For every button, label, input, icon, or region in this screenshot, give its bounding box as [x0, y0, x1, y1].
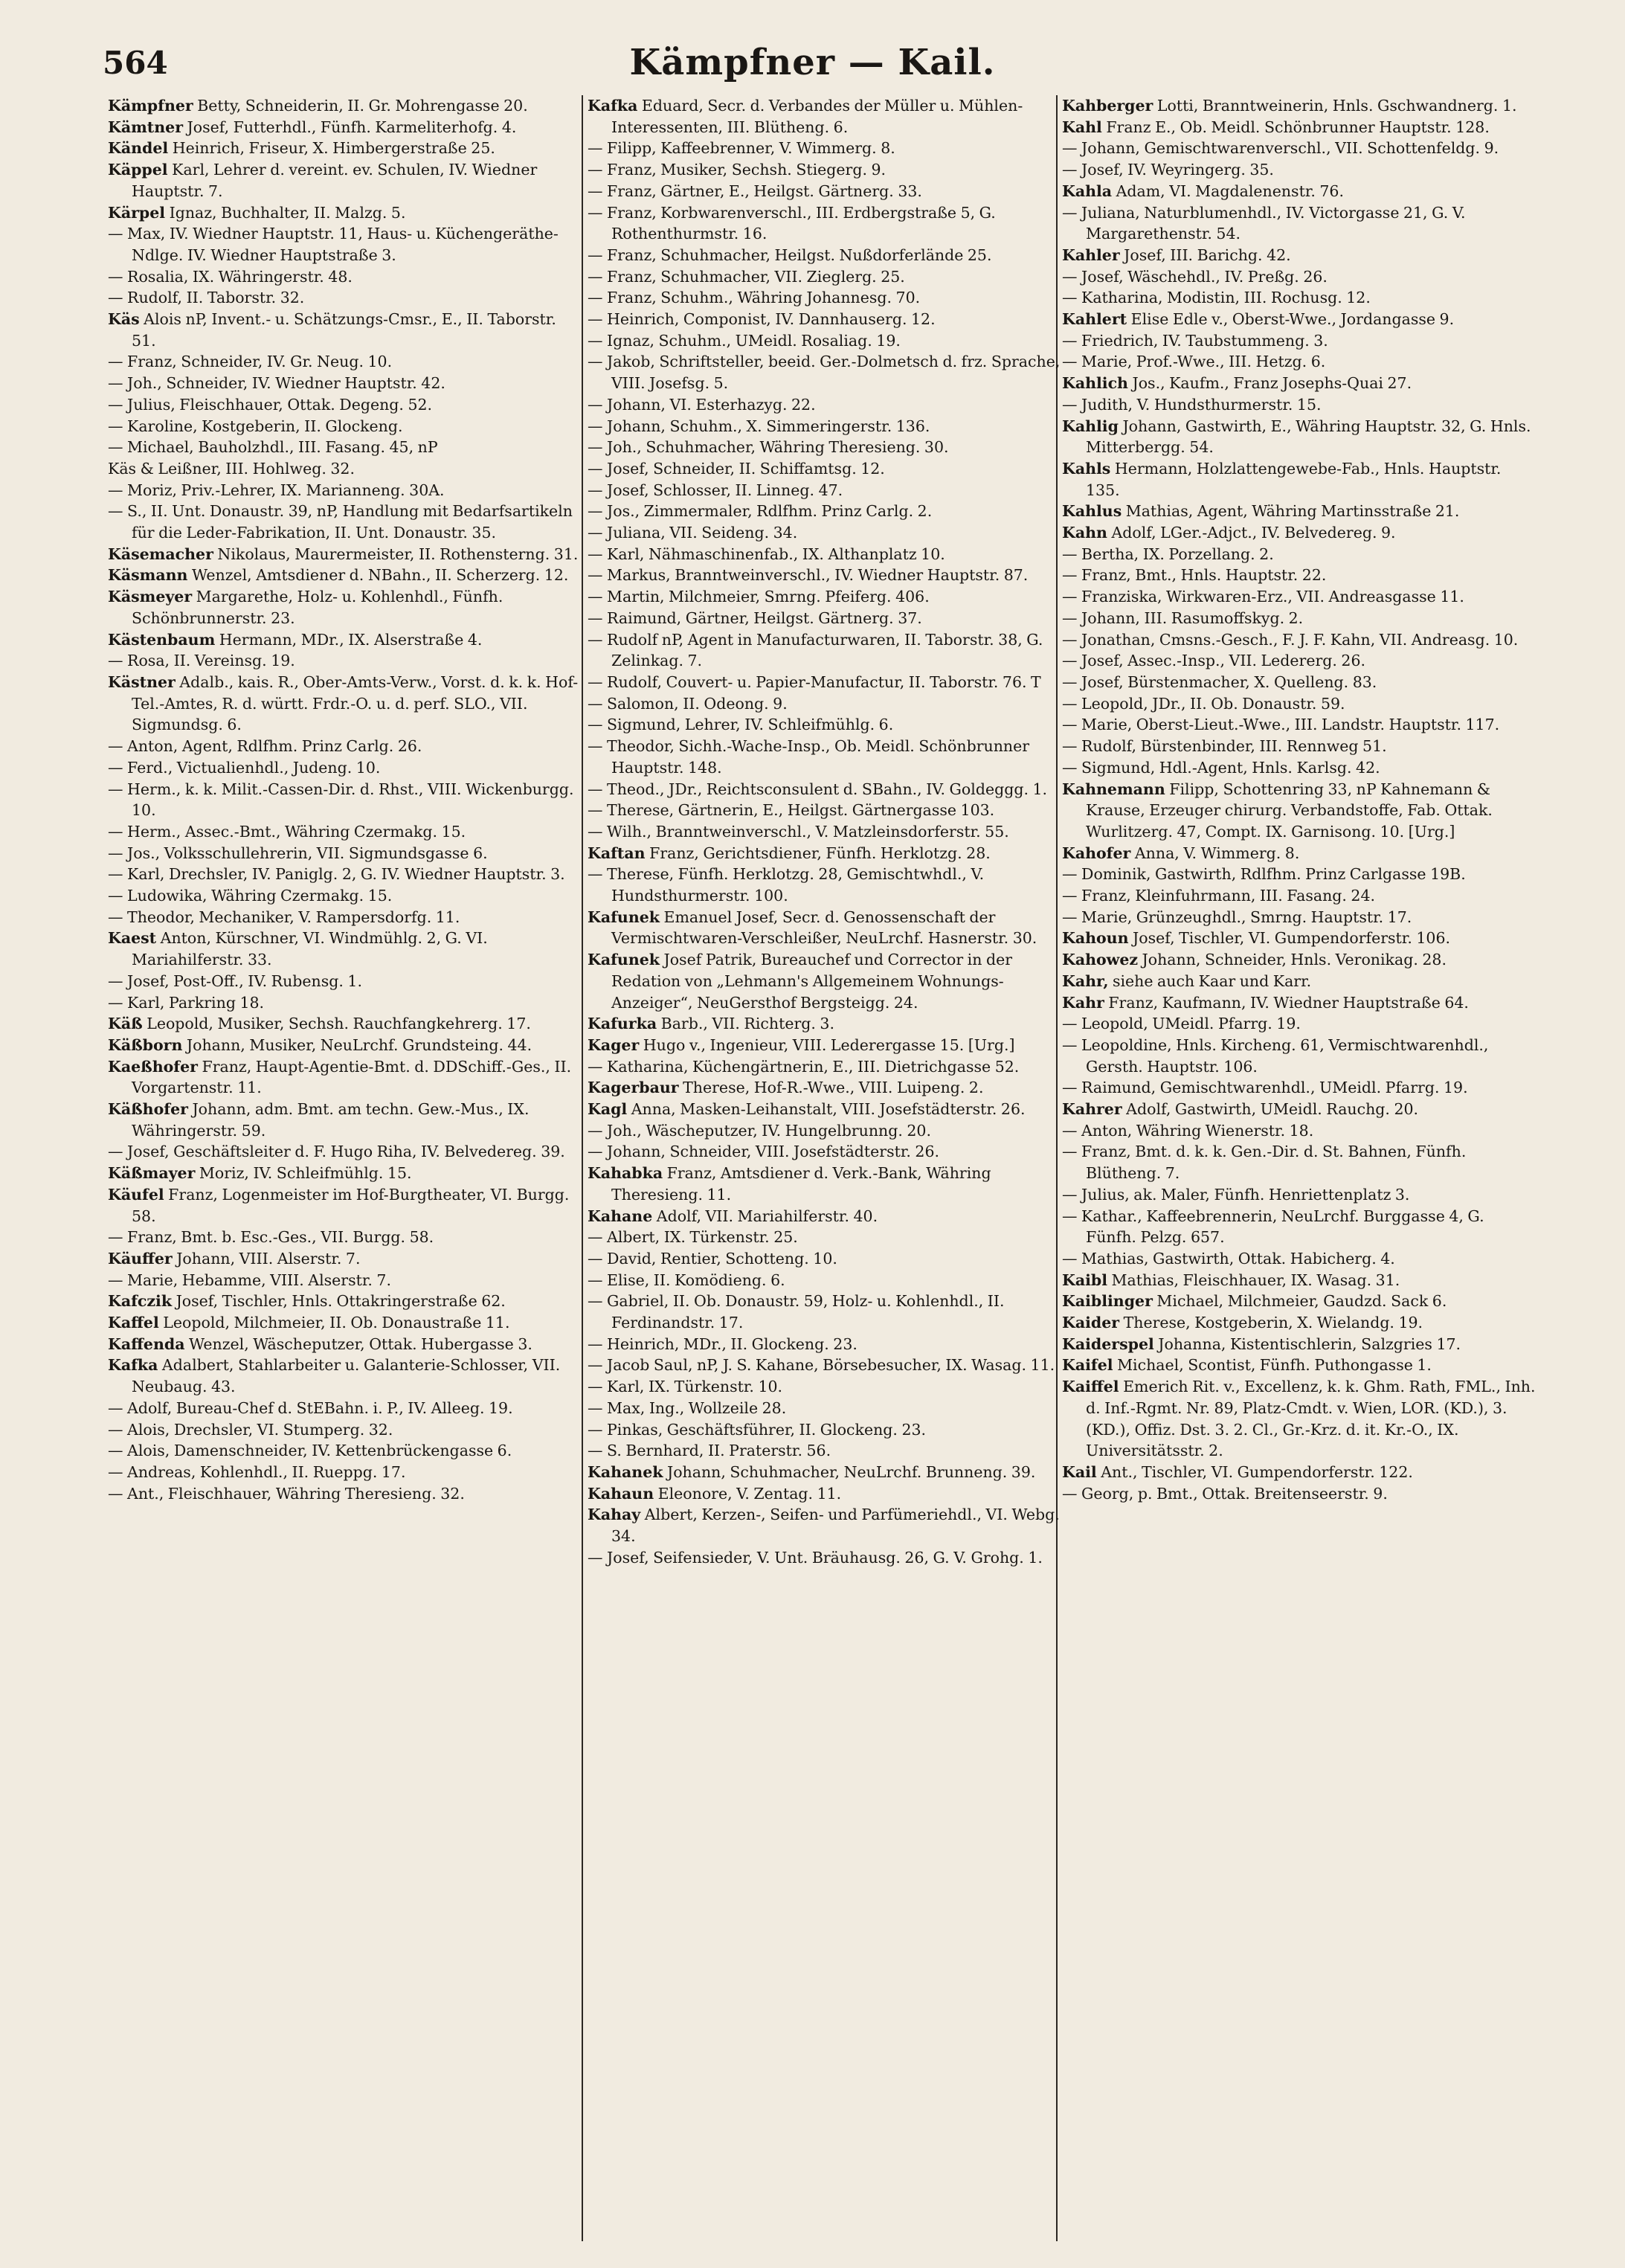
directory-entry: — Franz, Bmt., Hnls. Hauptstr. 22.	[1062, 566, 1327, 585]
directory-entry: Kagerbaur Therese, Hof-R.-Wwe., VIII. Luipeng. 2.	[588, 1079, 984, 1097]
directory-entry: Kahlert Elise Edle v., Oberst-Wwe., Jordangasse 9.	[1062, 310, 1455, 329]
directory-entry: — Franz, Bmt. d. k. k. Gen.-Dir. d. St. Bahnen, Fünfh. Blütheng. 7.	[1062, 1143, 1467, 1183]
directory-entry: — Johann, Schuhm., X. Simmeringerstr. 136.	[588, 417, 930, 435]
directory-entry: — Max, IV. Wiedner Hauptstr. 11, Haus- u. Küchengeräthe-Ndlge. IV. Wiedner Hauptstraße 3.	[108, 225, 559, 264]
directory-entry: Kaiblinger Michael, Milchmeier, Gaudzd. Sack 6.	[1062, 1292, 1447, 1311]
directory-entry: — Franz, Schneider, IV. Gr. Neug. 10.	[108, 353, 393, 371]
directory-entry: — Rosalia, IX. Währingerstr. 48.	[108, 267, 353, 286]
directory-entry: — Johann, III. Rasumoffskyg. 2.	[1062, 608, 1304, 627]
directory-entry: Kaest Anton, Kürschner, VI. Windmühlg. 2, G. VI. Mariahilferstr. 33.	[108, 929, 488, 969]
directory-entry: — Leopold, JDr., II. Ob. Donaustr. 59.	[1062, 694, 1345, 713]
directory-entry: Kail Ant., Tischler, VI. Gumpendorferstr. 122.	[1062, 1463, 1413, 1481]
directory-entry: — Josef, Assec.-Insp., VII. Ledererg. 26.	[1062, 652, 1366, 670]
directory-entry: — Joh., Schuhmacher, Währing Theresieng. 30.	[588, 438, 949, 457]
directory-entry: — Jonathan, Cmsns.-Gesch., F. J. F. Kahn, VII. Andreasg. 10.	[1062, 630, 1519, 649]
directory-entry: — Michael, Bauholzhdl., III. Fasang. 45, nP	[108, 438, 438, 457]
directory-entry: — Moriz, Priv.-Lehrer, IX. Marianneng. 30A.	[108, 481, 445, 499]
directory-entry: Kahay Albert, Kerzen-, Seifen- und Parfümeriehdl., VI. Webg. 34.	[588, 1506, 1060, 1546]
directory-entry: — Josef, Post-Off., IV. Rubensg. 1.	[108, 971, 362, 990]
directory-entry: — Julius, Fleischhauer, Ottak. Degeng. 52.	[108, 395, 433, 414]
directory-entry: Kafczik Josef, Tischler, Hnls. Ottakringerstraße 62.	[108, 1292, 506, 1311]
directory-entry: Kafunek Emanuel Josef, Secr. d. Genossenschaft der Vermischtwaren-Verschleißer, NeuLrchf. Hasnerstr. 30.	[588, 907, 1037, 948]
directory-entry: Kästenbaum Hermann, MDr., IX. Alserstraße 4.	[108, 630, 483, 649]
directory-entry: — Rudolf nP, Agent in Manufacturwaren, II. Taborstr. 38, G. Zelinkag. 7.	[588, 630, 1043, 670]
directory-entry: — Karl, Parkring 18.	[108, 993, 265, 1012]
directory-entry: — Marie, Hebamme, VIII. Alserstr. 7.	[108, 1270, 391, 1289]
directory-entry: — Josef, Schneider, II. Schiffamtsg. 12.	[588, 459, 885, 478]
directory-entry: Kärpel Ignaz, Buchhalter, II. Malzg. 5.	[108, 203, 406, 222]
directory-entry: Kafka Eduard, Secr. d. Verbandes der Müller u. Mühlen-Interessenten, III. Blütheng. 6.	[588, 97, 1023, 136]
directory-entry: Käsmann Wenzel, Amtsdiener d. NBahn., II. Scherzerg. 12.	[108, 566, 569, 585]
directory-entry: — Sigmund, Lehrer, IV. Schleifmühlg. 6.	[588, 716, 894, 734]
directory-entry: Kahlich Jos., Kaufm., Franz Josephs-Quai 27.	[1062, 374, 1412, 393]
directory-entry: — Franz, Gärtner, E., Heilgst. Gärtnerg. 33.	[588, 181, 922, 200]
directory-entry: Kaider Therese, Kostgeberin, X. Wielandg. 19.	[1062, 1314, 1423, 1332]
directory-entry: Kahr, siehe auch Kaar und Karr.	[1062, 971, 1312, 990]
directory-entry: — Franz, Schuhmacher, Heilgst. Nußdorferlände 25.	[588, 245, 992, 264]
directory-entry: Kaeßhofer Franz, Haupt-Agentie-Bmt. d. DDSchiff.-Ges., II. Vorgartenstr. 11.	[108, 1057, 572, 1097]
directory-entry: — Rosa, II. Vereinsg. 19.	[108, 652, 295, 670]
directory-entry: — Jacob Saul, nP, J. S. Kahane, Börsebesucher, IX. Wasag. 11.	[588, 1356, 1055, 1375]
directory-entry: — S., II. Unt. Donaustr. 39, nP, Handlung mit Bedarfsartikeln für die Leder-Fabrikation, II. Unt. Donaustr. 35.	[108, 502, 573, 542]
directory-entry: — Therese, Gärtnerin, E., Heilgst. Gärtnergasse 103.	[588, 801, 995, 820]
directory-entry: — Ferd., Victualienhdl., Judeng. 10.	[108, 758, 381, 777]
directory-entry: — Martin, Milchmeier, Smrng. Pfeiferg. 406.	[588, 588, 930, 606]
directory-entry: Kahlus Mathias, Agent, Währing Martinsstraße 21.	[1062, 502, 1460, 521]
directory-entry: — Julius, ak. Maler, Fünfh. Henriettenplatz 3.	[1062, 1185, 1410, 1204]
directory-entry: Kafurka Barb., VII. Richterg. 3.	[588, 1015, 834, 1033]
directory-entry: Kämtner Josef, Futterhdl., Fünfh. Karmeliterhofg. 4.	[108, 118, 517, 136]
directory-entry: — Josef, IV. Weyringerg. 35.	[1062, 161, 1274, 179]
directory-entry: Kahanek Johann, Schuhmacher, NeuLrchf. Brunneng. 39.	[588, 1463, 1036, 1481]
directory-entry: — Josef, Wäschehdl., IV. Preßg. 26.	[1062, 267, 1328, 286]
directory-entry: Käufel Franz, Logenmeister im Hof-Burgtheater, VI. Burgg. 58.	[108, 1185, 570, 1225]
directory-entry: — Karl, Nähmaschinenfab., IX. Althanplatz 10.	[588, 544, 945, 563]
directory-entry: — Joh., Schneider, IV. Wiedner Hauptstr. 42.	[108, 374, 445, 393]
directory-entry: — Katharina, Modistin, III. Rochusg. 12.	[1062, 289, 1371, 307]
directory-entry: — Karoline, Kostgeberin, II. Glockeng.	[108, 417, 403, 435]
page-number: 564	[103, 45, 168, 81]
directory-entry: — Theod., JDr., Reichtsconsulent d. SBahn., IV. Goldeggg. 1.	[588, 780, 1048, 798]
directory-entry: — S. Bernhard, II. Praterstr. 56.	[588, 1442, 831, 1460]
directory-entry: — Judith, V. Hundsthurmerstr. 15.	[1062, 395, 1322, 414]
directory-entry: Kagl Anna, Masken-Leihanstalt, VIII. Josefstädterstr. 26.	[588, 1100, 1026, 1119]
directory-entry: Kaffel Leopold, Milchmeier, II. Ob. Donaustraße 11.	[108, 1314, 510, 1332]
directory-entry: — Marie, Prof.-Wwe., III. Hetzg. 6.	[1062, 353, 1326, 371]
directory-entry: Käsmeyer Margarethe, Holz- u. Kohlenhdl., Fünfh. Schönbrunnerstr. 23.	[108, 588, 503, 627]
directory-entry: — Andreas, Kohlenhdl., II. Rueppg. 17.	[108, 1463, 406, 1481]
directory-entry: Kahr Franz, Kaufmann, IV. Wiedner Hauptstraße 64.	[1062, 993, 1469, 1012]
directory-entry: Kaftan Franz, Gerichtsdiener, Fünfh. Herklotzg. 28.	[588, 844, 991, 862]
directory-entry: — Karl, IX. Türkenstr. 10.	[588, 1378, 783, 1396]
directory-entry: — Ant., Fleischhauer, Währing Theresieng. 32.	[108, 1484, 465, 1503]
directory-entry: Kahrer Adolf, Gastwirth, UMeidl. Rauchg. 20.	[1062, 1100, 1419, 1119]
directory-entry: — Josef, Bürstenmacher, X. Quelleng. 83.	[1062, 672, 1377, 691]
directory-entry: Kahoun Josef, Tischler, VI. Gumpendorferstr. 106.	[1062, 929, 1450, 948]
directory-entry: Kafka Adalbert, Stahlarbeiter u. Galanterie-Schlosser, VII. Neubaug. 43.	[108, 1356, 561, 1396]
directory-entry: Käs & Leißner, III. Hohlweg. 32.	[108, 459, 355, 478]
directory-entry: Kaifel Michael, Scontist, Fünfh. Puthongasse 1.	[1062, 1356, 1432, 1375]
directory-entry: — Juliana, VII. Seideng. 34.	[588, 524, 798, 542]
directory-entry: — Anton, Währing Wienerstr. 18.	[1062, 1121, 1314, 1140]
directory-entry: Kahaun Eleonore, V. Zentag. 11.	[588, 1484, 842, 1503]
directory-entry: Käßmayer Moriz, IV. Schleifmühlg. 15.	[108, 1164, 412, 1183]
directory-entry: — Rudolf, Couvert- u. Papier-Manufactur, II. Taborstr. 76. T	[588, 672, 1041, 691]
directory-entry: — Marie, Grünzeughdl., Smrng. Hauptstr. 17.	[1062, 907, 1412, 926]
directory-entry: — Leopold, UMeidl. Pfarrg. 19.	[1062, 1015, 1301, 1033]
directory-entry: Kämpfner Betty, Schneiderin, II. Gr. Mohrengasse 20.	[108, 97, 528, 115]
directory-entry: Kaffenda Wenzel, Wäscheputzer, Ottak. Hubergasse 3.	[108, 1334, 532, 1353]
directory-entry: — Franz, Musiker, Sechsh. Stiegerg. 9.	[588, 161, 886, 179]
directory-entry: Kaibl Mathias, Fleischhauer, IX. Wasag. 31.	[1062, 1270, 1400, 1289]
directory-entry: — Adolf, Bureau-Chef d. StEBahn. i. P., IV. Alleeg. 19.	[108, 1398, 513, 1417]
directory-entry: — Herm., k. k. Milit.-Cassen-Dir. d. Rhst., VIII. Wickenburgg. 10.	[108, 780, 574, 820]
directory-entry: Käuffer Johann, VIII. Alserstr. 7.	[108, 1249, 361, 1268]
directory-entry: Kahabka Franz, Amtsdiener d. Verk.-Bank, Währing Theresieng. 11.	[588, 1164, 991, 1204]
directory-entry: — Juliana, Naturblumenhdl., IV. Victorgasse 21, G. V. Margarethenstr. 54.	[1062, 203, 1466, 243]
directory-entry: — Dominik, Gastwirth, Rdlfhm. Prinz Carlgasse 19B.	[1062, 865, 1466, 884]
directory-entry: — Ludowika, Währing Czermakg. 15.	[108, 887, 393, 905]
running-head: Kämpfner — Kail.	[629, 42, 996, 83]
directory-entry: — David, Rentier, Schotteng. 10.	[588, 1249, 837, 1268]
directory-entry: Käß Leopold, Musiker, Sechsh. Rauchfangkehrerg. 17.	[108, 1015, 531, 1033]
directory-entry: — Ignaz, Schuhm., UMeidl. Rosaliag. 19.	[588, 331, 901, 350]
directory-entry: — Pinkas, Geschäftsführer, II. Glockeng. 23.	[588, 1420, 927, 1439]
directory-entry: Kaiderspel Johanna, Kistentischlerin, Salzgries 17.	[1062, 1334, 1461, 1353]
column-left	[108, 95, 584, 1504]
directory-entry: — Franziska, Wirkwaren-Erz., VII. Andreasgasse 11.	[1062, 588, 1464, 606]
directory-entry: — Georg, p. Bmt., Ottak. Breitenseerstr. 9.	[1062, 1484, 1388, 1503]
directory-entry: Kahofer Anna, V. Wimmerg. 8.	[1062, 844, 1300, 862]
column-right	[1062, 95, 1538, 1504]
directory-entry: — Karl, Drechsler, IV. Paniglg. 2, G. IV. Wiedner Hauptstr. 3.	[108, 865, 565, 884]
directory-entry: — Jos., Volksschullehrerin, VII. Sigmundsgasse 6.	[108, 844, 488, 862]
directory-entry: — Josef, Geschäftsleiter d. F. Hugo Riha, IV. Belvedereg. 39.	[108, 1143, 565, 1161]
directory-entry: — Herm., Assec.-Bmt., Währing Czermakg. 15.	[108, 822, 466, 841]
directory-entry: — Theodor, Sichh.-Wache-Insp., Ob. Meidl. Schönbrunner Hauptstr. 148.	[588, 737, 1030, 777]
directory-entry: — Rudolf, II. Taborstr. 32.	[108, 289, 305, 307]
directory-entry: — Alois, Damenschneider, IV. Kettenbrückengasse 6.	[108, 1442, 512, 1460]
directory-entry: — Albert, IX. Türkenstr. 25.	[588, 1228, 798, 1247]
directory-entry: — Franz, Korbwarenverschl., III. Erdbergstraße 5, G. Rothenthurmstr. 16.	[588, 203, 996, 243]
directory-entry: — Anton, Agent, Rdlfhm. Prinz Carlg. 26.	[108, 737, 422, 756]
directory-entry: — Gabriel, II. Ob. Donaustr. 59, Holz- u. Kohlenhdl., II. Ferdinandstr. 17.	[588, 1292, 1005, 1332]
directory-entry: Käsemacher Nikolaus, Maurermeister, II. Rothensterng. 31.	[108, 544, 579, 563]
directory-entry: — Johann, Schneider, VIII. Josefstädterstr. 26.	[588, 1143, 940, 1161]
directory-entry: — Leopoldine, Hnls. Kircheng. 61, Vermischtwarenhdl., Gersth. Hauptstr. 106.	[1062, 1035, 1489, 1076]
directory-entry: Kahl Franz E., Ob. Meidl. Schönbrunner Hauptstr. 128.	[1062, 118, 1490, 136]
directory-entry: — Max, Ing., Wollzeile 28.	[588, 1398, 787, 1417]
directory-entry: — Jos., Zimmermaler, Rdlfhm. Prinz Carlg. 2.	[588, 502, 933, 521]
directory-entry: Kästner Adalb., kais. R., Ober-Amts-Verw., Vorst. d. k. k. Hof-Tel.-Amtes, R. d. württ. Frdr.-O. u. d. perf. SLO., VII. Sigmundsg. 6.	[108, 672, 579, 734]
directory-entry: Kahla Adam, VI. Magdalenenstr. 76.	[1062, 181, 1344, 200]
directory-entry: — Sigmund, Hdl.-Agent, Hnls. Karlsg. 42.	[1062, 758, 1380, 777]
directory-entry: Käppel Karl, Lehrer d. vereint. ev. Schulen, IV. Wiedner Hauptstr. 7.	[108, 161, 538, 200]
directory-entry: — Johann, VI. Esterhazyg. 22.	[588, 395, 816, 414]
directory-entry: Kändel Heinrich, Friseur, X. Himbergerstraße 25.	[108, 139, 495, 158]
column-middle	[588, 95, 1064, 1569]
directory-entry: — Johann, Gemischtwarenverschl., VII. Schottenfeldg. 9.	[1062, 139, 1499, 158]
directory-entry: — Joh., Wäscheputzer, IV. Hungelbrunng. 20.	[588, 1121, 931, 1140]
directory-entry: Kager Hugo v., Ingenieur, VIII. Lederergasse 15. [Urg.]	[588, 1035, 1015, 1054]
directory-entry: Kahane Adolf, VII. Mariahilferstr. 40.	[588, 1207, 878, 1225]
page-header	[0, 39, 1625, 98]
directory-entry: — Mathias, Gastwirth, Ottak. Habicherg. 4.	[1062, 1249, 1395, 1268]
directory-entry: — Josef, Schlosser, II. Linneg. 47.	[588, 481, 843, 499]
directory-entry: Käßhofer Johann, adm. Bmt. am techn. Gew.-Mus., IX. Währingerstr. 59.	[108, 1100, 530, 1140]
directory-entry: — Rudolf, Bürstenbinder, III. Rennweg 51.	[1062, 737, 1387, 756]
directory-entry: — Theodor, Mechaniker, V. Rampersdorfg. 11.	[108, 907, 460, 926]
directory-entry: Kafunek Josef Patrik, Bureauchef und Corrector in der Redation von „Lehmann's Allgemeinem Wohnungs-Anzeiger“, NeuGersthof Bergsteigg. 24.	[588, 951, 1013, 1012]
directory-entry: — Josef, Seifensieder, V. Unt. Bräuhausg. 26, G. V. Grohg. 1.	[588, 1548, 1043, 1567]
directory-entry: — Markus, Branntweinverschl., IV. Wiedner Hauptstr. 87.	[588, 566, 1029, 585]
directory-entry: Kahnemann Filipp, Schottenring 33, nP Kahnemann & Krause, Erzeuger chirurg. Verbandstoffe, Fab. Ottak. Wurlitzerg. 47, Compt. IX. Garnisong. 10. [Urg.]	[1062, 780, 1493, 841]
directory-entry: Kaiffel Emerich Rit. v., Excellenz, k. k. Ghm. Rath, FML., Inh. d. Inf.-Rgmt. Nr. 89, Platz-Cmdt. v. Wien, LOR. (KD.), 3. (KD.), Offiz. Dst. 3. 2. Cl., Gr.-Krz. d. it. Kr.-O., IX. Universitätsstr. 2.	[1062, 1378, 1536, 1460]
directory-entry: — Franz, Schuhmacher, VII. Zieglerg. 25.	[588, 267, 905, 286]
directory-entry: — Filipp, Kaffeebrenner, V. Wimmerg. 8.	[588, 139, 895, 158]
directory-entry: Kahowez Johann, Schneider, Hnls. Veronikag. 28.	[1062, 951, 1447, 969]
directory-entry: — Jakob, Schriftsteller, beeid. Ger.-Dolmetsch d. frz. Sprache, VIII. Josefsg. 5.	[588, 353, 1061, 393]
directory-entry: — Franz, Bmt. b. Esc.-Ges., VII. Burgg. 58.	[108, 1228, 434, 1247]
directory-entry: — Raimund, Gemischtwarenhdl., UMeidl. Pfarrg. 19.	[1062, 1079, 1468, 1097]
directory-entry: — Raimund, Gärtner, Heilgst. Gärtnerg. 37.	[588, 608, 922, 627]
directory-entry: — Heinrich, MDr., II. Glockeng. 23.	[588, 1334, 857, 1353]
directory-entry: Kahls Hermann, Holzlattengewebe-Fab., Hnls. Hauptstr. 135.	[1062, 459, 1502, 499]
directory-entry: — Franz, Kleinfuhrmann, III. Fasang. 24.	[1062, 887, 1376, 905]
directory-entry: — Franz, Schuhm., Währing Johannesg. 70.	[588, 289, 921, 307]
directory-entry: — Marie, Oberst-Lieut.-Wwe., III. Landstr. Hauptstr. 117.	[1062, 716, 1500, 734]
directory-entry: Käßborn Johann, Musiker, NeuLrchf. Grundsteing. 44.	[108, 1035, 532, 1054]
directory-entry: — Friedrich, IV. Taubstummeng. 3.	[1062, 331, 1328, 350]
directory-entry: — Heinrich, Componist, IV. Dannhauserg. 12.	[588, 310, 936, 329]
directory-entry: — Alois, Drechsler, VI. Stumperg. 32.	[108, 1420, 393, 1439]
directory-entry: — Salomon, II. Odeong. 9.	[588, 694, 788, 713]
directory-entry: Kahler Josef, III. Barichg. 42.	[1062, 245, 1291, 264]
directory-entry: — Therese, Fünfh. Herklotzg. 28, Gemischtwhdl., V. Hundsthurmerstr. 100.	[588, 865, 985, 905]
directory-entry: — Bertha, IX. Porzellang. 2.	[1062, 544, 1274, 563]
directory-entry: Käs Alois nP, Invent.- u. Schätzungs-Cmsr., E., II. Taborstr. 51.	[108, 310, 556, 350]
directory-entry: — Wilh., Branntweinverschl., V. Matzleinsdorferstr. 55.	[588, 822, 1009, 841]
directory-entry: Kahberger Lotti, Branntweinerin, Hnls. Gschwandnerg. 1.	[1062, 97, 1517, 115]
directory-entry: — Elise, II. Komödieng. 6.	[588, 1270, 785, 1289]
directory-entry: — Kathar., Kaffeebrennerin, NeuLrchf. Burggasse 4, G. Fünfh. Pelzg. 657.	[1062, 1207, 1484, 1247]
directory-entry: Kahlig Johann, Gastwirth, E., Währing Hauptstr. 32, G. Hnls. Mitterbergg. 54.	[1062, 417, 1531, 457]
directory-entry: Kahn Adolf, LGer.-Adjct., IV. Belvedereg. 9.	[1062, 524, 1396, 542]
directory-entry: — Katharina, Küchengärtnerin, E., III. Dietrichgasse 52.	[588, 1057, 1020, 1076]
